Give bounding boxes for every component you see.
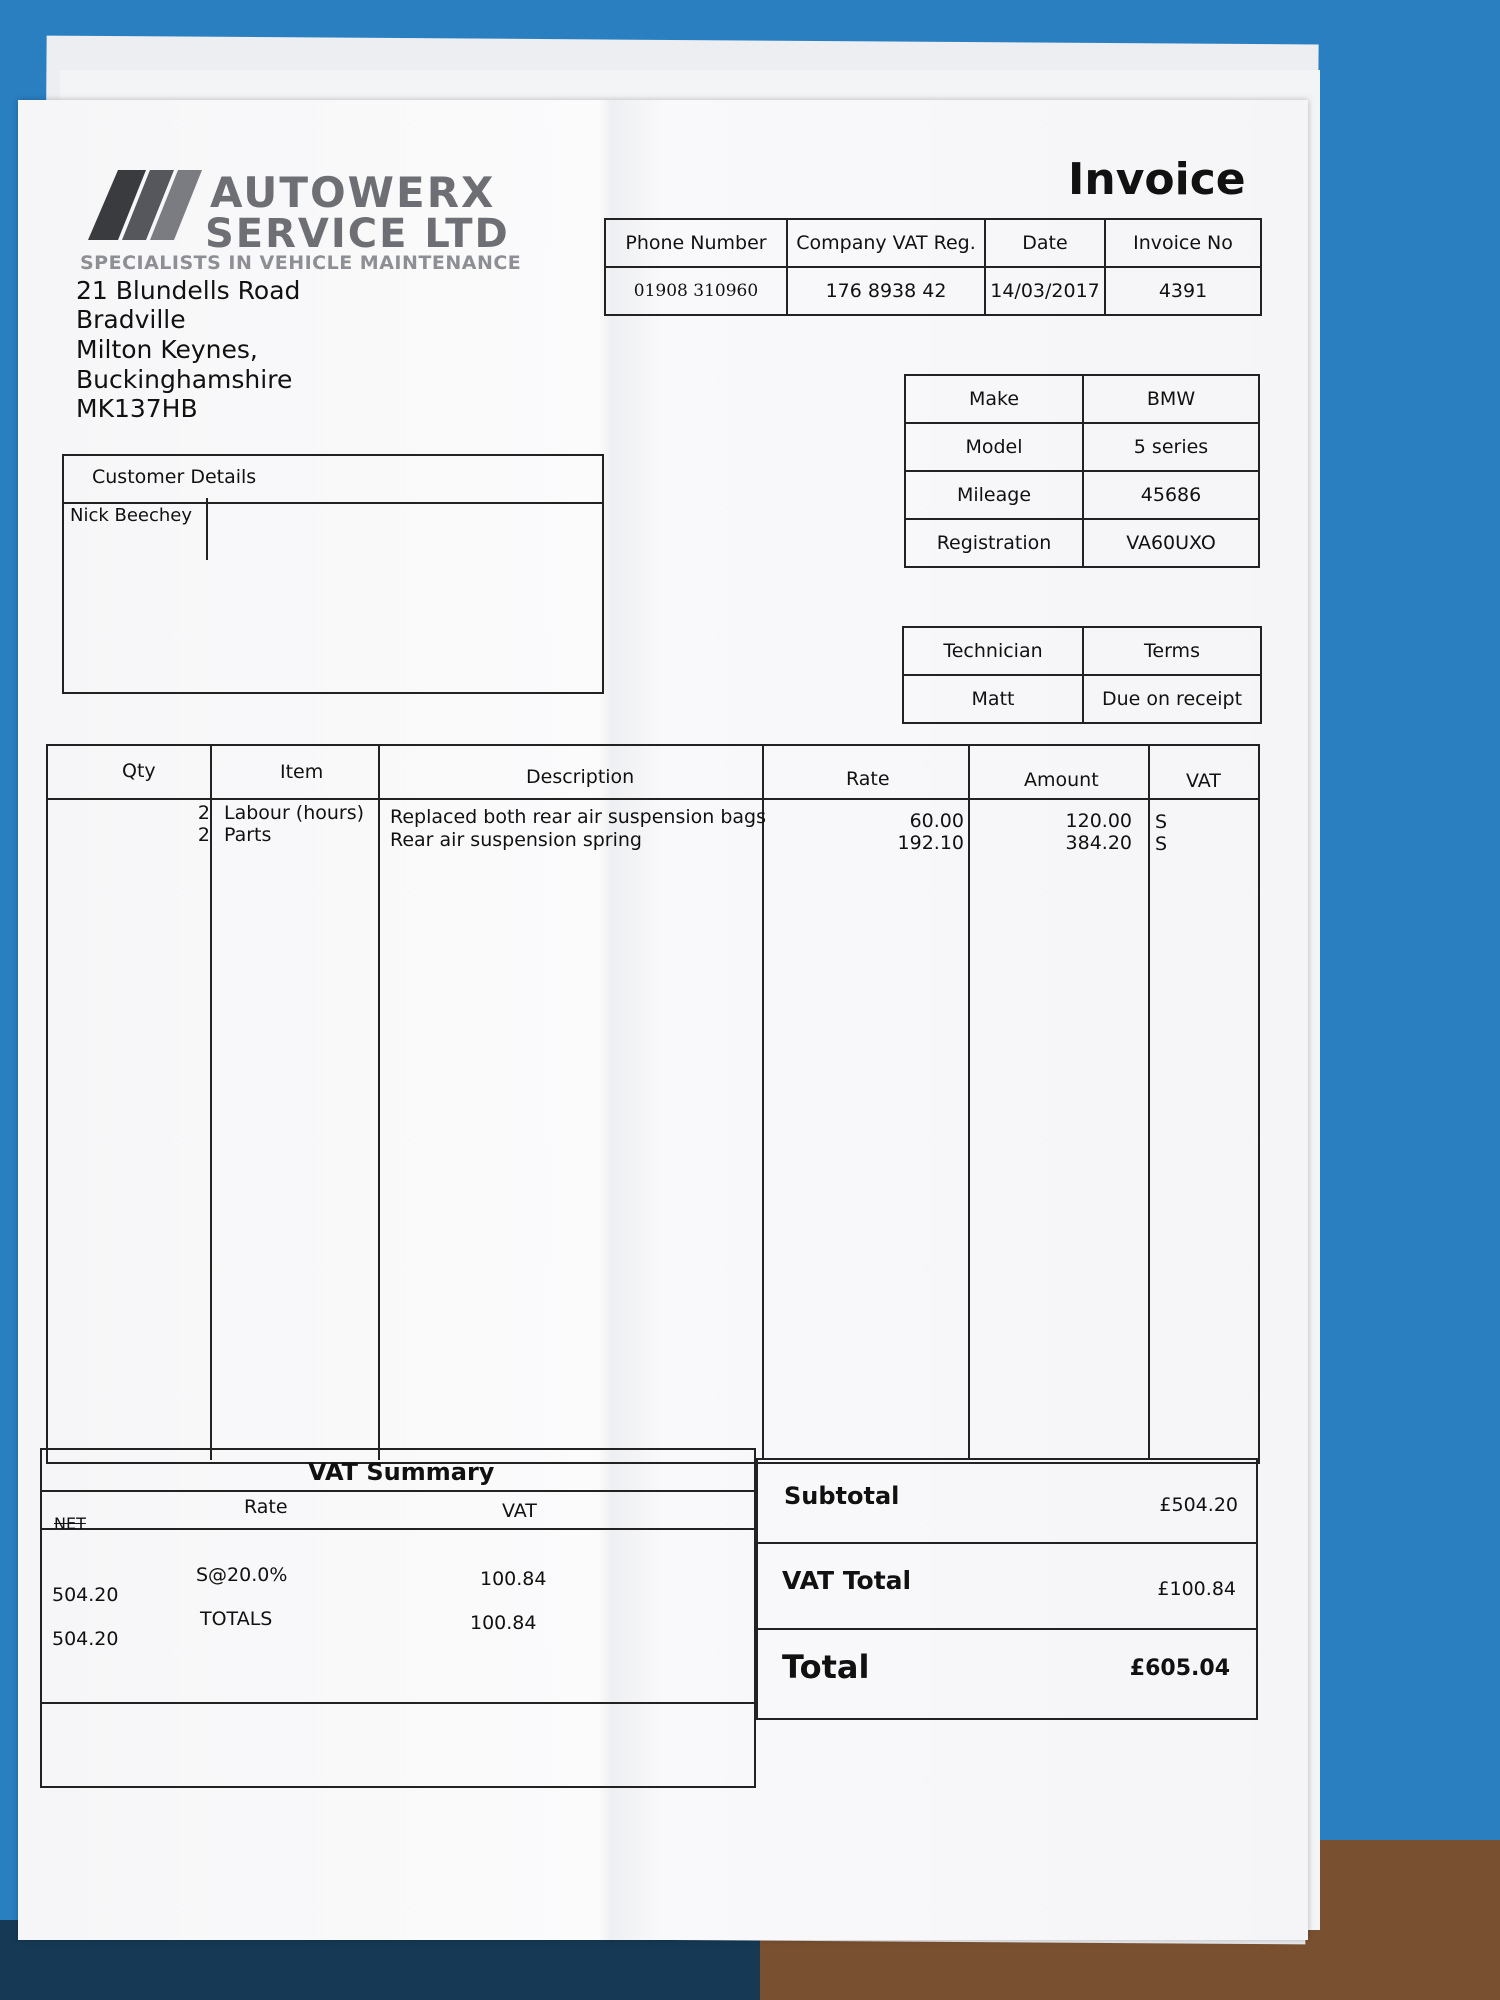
terms-value: Due on receipt — [1083, 675, 1261, 723]
item-rate: 192.10 — [897, 832, 964, 854]
col-header-item: Item — [280, 761, 324, 783]
make-value: BMW — [1083, 375, 1259, 423]
vat-row-net: 504.20 — [52, 1584, 119, 1606]
model-value: 5 series — [1083, 423, 1259, 471]
vehicle-table — [904, 374, 1260, 568]
customer-details-divider — [62, 502, 602, 504]
vat-rate-label: Rate — [244, 1496, 288, 1518]
totals-divider — [756, 1628, 1256, 1630]
col-header-qty: Qty — [122, 760, 156, 782]
items-col-line — [210, 744, 212, 1460]
item-vat-code: S — [1155, 833, 1168, 855]
customer-details-label: Customer Details — [92, 466, 257, 488]
logo-text-line1: AUTOWERX — [210, 168, 496, 217]
item-rate: 60.00 — [909, 810, 964, 832]
invoice-title: Invoice — [1068, 154, 1246, 205]
date-value: 14/03/2017 — [985, 267, 1105, 315]
vat-summary-divider — [40, 1528, 754, 1530]
phone-number-value: 01908 310960 — [605, 267, 787, 315]
date-header: Date — [985, 219, 1105, 267]
customer-details-box — [62, 454, 604, 694]
registration-label: Registration — [905, 519, 1083, 567]
item-name: Parts — [224, 824, 272, 846]
vat-totals-label: TOTALS — [200, 1608, 273, 1630]
items-col-line — [968, 744, 970, 1460]
total-value: £605.04 — [1129, 1656, 1230, 1681]
technician-terms-table — [902, 626, 1262, 724]
technician-header: Technician — [903, 627, 1083, 675]
invoice-header-table — [604, 218, 1262, 316]
phone-number-header: Phone Number — [605, 219, 787, 267]
pen-mark — [206, 498, 208, 560]
vat-row-vat: 100.84 — [480, 1568, 547, 1590]
registration-value: VA60UXO — [1083, 519, 1259, 567]
make-label: Make — [905, 375, 1083, 423]
vat-reg-value: 176 8938 42 — [787, 267, 985, 315]
mileage-value: 45686 — [1083, 471, 1259, 519]
items-col-line — [1148, 744, 1150, 1460]
col-header-rate: Rate — [846, 768, 890, 790]
item-qty: 2 — [197, 824, 210, 846]
vat-row-rate: S@20.0% — [196, 1564, 288, 1586]
address-county: Buckinghamshire — [76, 365, 293, 394]
total-label: Total — [782, 1648, 870, 1686]
totals-divider — [756, 1542, 1256, 1544]
address-street: 21 Blundells Road — [76, 276, 301, 305]
vat-summary-box — [40, 1448, 756, 1788]
item-description: Rear air suspension spring — [390, 829, 642, 851]
invoice-no-value: 4391 — [1105, 267, 1261, 315]
items-header-divider — [46, 798, 1258, 800]
col-header-vat: VAT — [1186, 770, 1221, 792]
vat-total-label: VAT Total — [782, 1566, 912, 1595]
model-label: Model — [905, 423, 1083, 471]
mileage-label: Mileage — [905, 471, 1083, 519]
invoice-no-header: Invoice No — [1105, 219, 1261, 267]
col-header-description: Description — [526, 766, 635, 788]
vat-totals-net: 504.20 — [52, 1628, 119, 1650]
item-name: Labour (hours) — [224, 802, 365, 824]
address-district: Bradville — [76, 305, 186, 334]
logo-text-line2: SERVICE LTD — [205, 211, 510, 257]
address-postcode: MK137HB — [76, 394, 198, 423]
autowerx-logo-icon — [88, 170, 208, 240]
terms-header: Terms — [1083, 627, 1261, 675]
col-header-amount: Amount — [1024, 769, 1099, 791]
vat-totals-vat: 100.84 — [470, 1612, 537, 1634]
subtotal-value: £504.20 — [1159, 1494, 1238, 1516]
technician-value: Matt — [903, 675, 1083, 723]
subtotal-label: Subtotal — [784, 1482, 900, 1510]
customer-name: Nick Beechey — [70, 505, 193, 526]
company-tagline: SPECIALISTS IN VEHICLE MAINTENANCE — [80, 252, 522, 274]
item-qty: 2 — [197, 802, 210, 824]
item-vat-code: S — [1155, 811, 1168, 833]
vat-summary-divider — [40, 1490, 754, 1492]
vat-total-value: £100.84 — [1157, 1578, 1236, 1600]
address-town: Milton Keynes, — [76, 335, 258, 364]
item-amount: 120.00 — [1065, 810, 1132, 832]
vat-reg-header: Company VAT Reg. — [787, 219, 985, 267]
items-col-line — [762, 744, 764, 1460]
item-description: Replaced both rear air suspension bags — [390, 806, 767, 828]
vat-summary-title: VAT Summary — [308, 1458, 495, 1486]
vat-summary-divider — [40, 1702, 754, 1704]
vat-amount-label: VAT — [502, 1500, 537, 1522]
vat-net-label: NET — [54, 1514, 86, 1533]
items-col-line — [378, 744, 380, 1460]
item-amount: 384.20 — [1065, 832, 1132, 854]
